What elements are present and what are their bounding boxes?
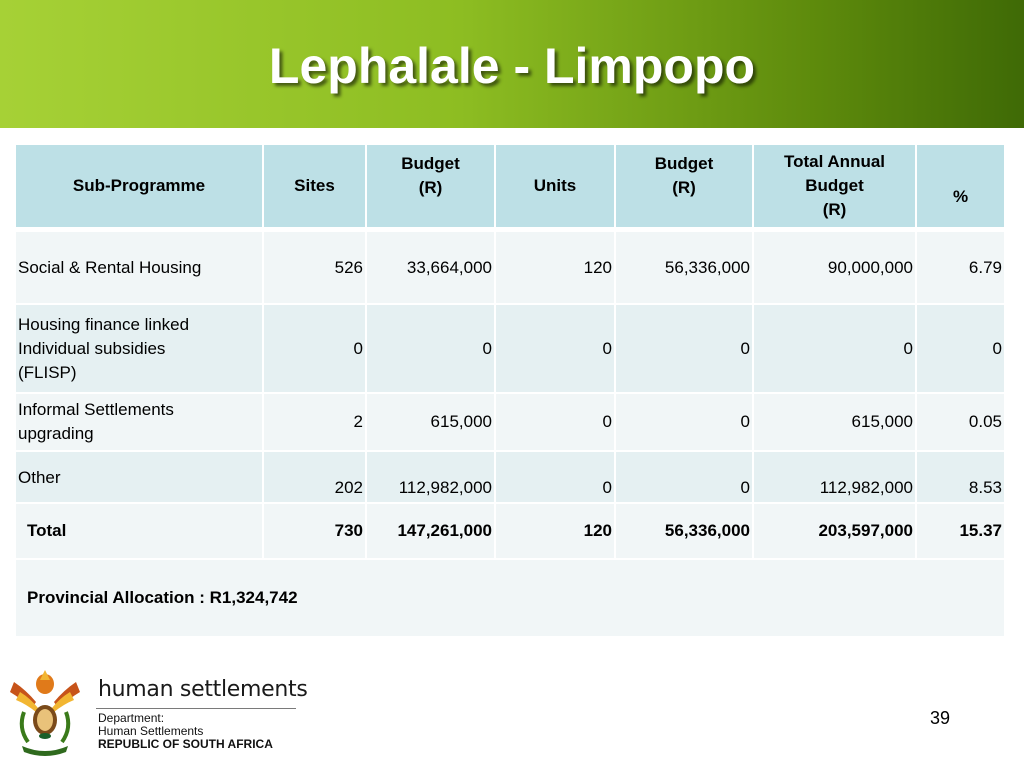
total-units: 120 (496, 504, 616, 560)
cell-budget-units: 0 (616, 394, 754, 452)
header-budget-units (616, 145, 754, 232)
header-sites: Sites (264, 145, 367, 232)
cell-budget-sites: 112,982,000 (367, 452, 496, 504)
brand-divider (96, 708, 296, 709)
row-label (16, 452, 264, 504)
slide-title: Lephalale - Limpopo (268, 38, 756, 94)
cell-percent: 6.79 (917, 232, 1006, 305)
header-budget-units-line1: Budget (654, 154, 714, 173)
cell-sites: 526 (264, 232, 367, 305)
cell-total: 112,982,000 (754, 452, 917, 504)
cell-sites: 202 (264, 452, 367, 504)
cell-budget-units: 0 (616, 305, 754, 394)
row-label (16, 232, 264, 305)
budget-table-container (16, 145, 1006, 638)
header-total-line3: (R) (822, 200, 847, 219)
department-block (98, 712, 273, 751)
cell-total: 615,000 (754, 394, 917, 452)
cell-units: 0 (496, 452, 616, 504)
header-budget-sites-line2: (R) (418, 178, 443, 197)
row-label-line: upgrading (18, 424, 94, 443)
row-label-line: Informal Settlements (18, 400, 174, 419)
total-percent: 15.37 (917, 504, 1006, 560)
header-budget-units-line2: (R) (672, 178, 696, 197)
total-label: Total (16, 504, 264, 560)
total-row (16, 504, 1006, 560)
provincial-allocation: Provincial Allocation : R1,324,742 (16, 560, 1006, 638)
allocation-row (16, 560, 1006, 638)
table-row (16, 305, 1006, 394)
department-line3: REPUBLIC OF SOUTH AFRICA (98, 737, 273, 751)
cell-budget-units: 0 (616, 452, 754, 504)
row-label (16, 305, 264, 394)
total-budget-units: 56,336,000 (616, 504, 754, 560)
header-budget-sites (367, 145, 496, 232)
cell-percent: 0.05 (917, 394, 1006, 452)
cell-budget-sites: 0 (367, 305, 496, 394)
header-total-line2: Budget (805, 176, 864, 195)
cell-sites: 2 (264, 394, 367, 452)
row-label (16, 394, 264, 452)
coat-of-arms-icon (6, 662, 84, 760)
cell-total: 90,000,000 (754, 232, 917, 305)
total-annual-budget: 203,597,000 (754, 504, 917, 560)
cell-total: 0 (754, 305, 917, 394)
row-label-line: Other (18, 468, 61, 487)
cell-units: 120 (496, 232, 616, 305)
cell-budget-units: 56,336,000 (616, 232, 754, 305)
row-label-line: Social & Rental Housing (18, 257, 202, 277)
cell-units: 0 (496, 394, 616, 452)
header-units: Units (496, 145, 616, 232)
table-row (16, 452, 1006, 504)
header-percent: % (917, 145, 1006, 232)
table-row (16, 232, 1006, 305)
cell-percent: 8.53 (917, 452, 1006, 504)
cell-sites: 0 (264, 305, 367, 394)
cell-percent: 0 (917, 305, 1006, 394)
header-budget-sites-line1: Budget (401, 154, 460, 173)
header-sub-programme: Sub-Programme (16, 145, 264, 232)
cell-budget-sites: 33,664,000 (367, 232, 496, 305)
header-total-line1: Total Annual (783, 152, 886, 171)
header-total-annual-budget (754, 145, 917, 232)
row-label-line: (FLISP) (18, 362, 77, 382)
brand-name: human settlements (98, 677, 308, 702)
total-budget-sites: 147,261,000 (367, 504, 496, 560)
cell-budget-sites: 615,000 (367, 394, 496, 452)
row-label-line: Individual subsidies (18, 338, 166, 358)
row-label-line: Housing finance linked (18, 314, 190, 334)
header-row (16, 145, 1006, 232)
department-line2: Human Settlements (98, 724, 204, 738)
cell-units: 0 (496, 305, 616, 394)
table-row (16, 394, 1006, 452)
total-sites: 730 (264, 504, 367, 560)
budget-table (16, 145, 1006, 638)
page-number: 39 (930, 708, 951, 728)
department-line1: Department: (98, 711, 165, 725)
